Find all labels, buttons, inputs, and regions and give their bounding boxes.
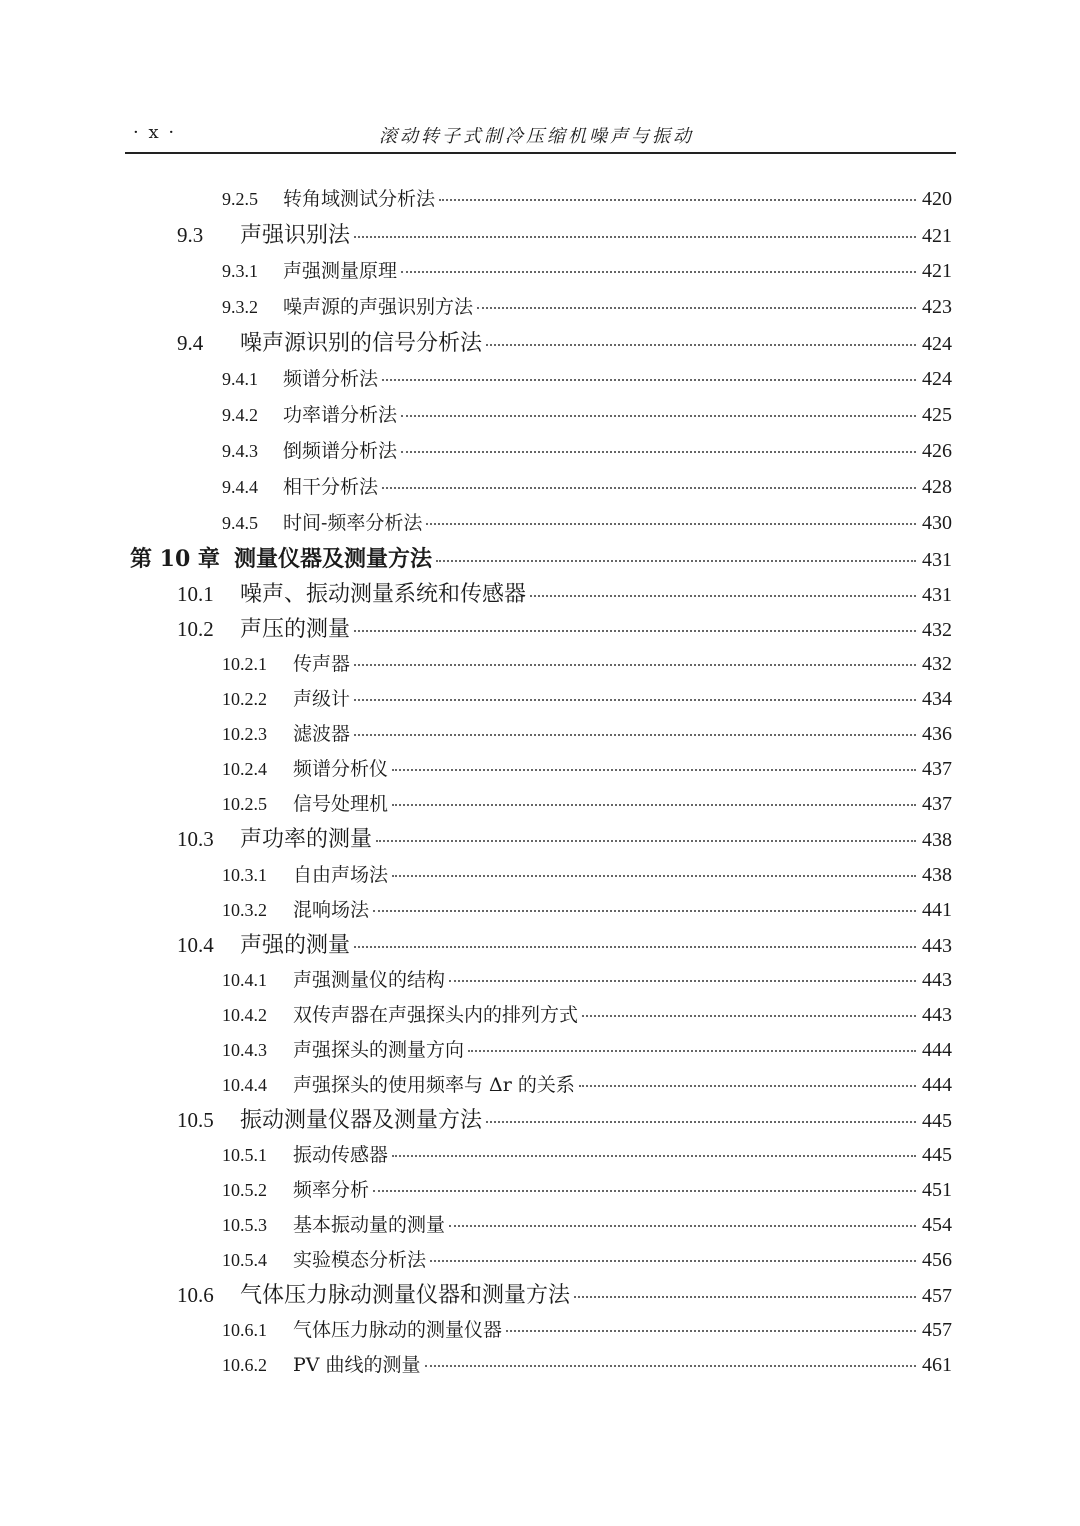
toc-title: 频谱分析仪 (293, 758, 389, 780)
toc-title: 传声器 (293, 653, 351, 675)
toc-page: 443 (922, 935, 952, 957)
dot-leader (382, 487, 916, 489)
toc-title: 声强探头的测量方向 (293, 1039, 465, 1061)
toc-page: 438 (922, 829, 952, 851)
toc-number: 10.4.2 (222, 1005, 267, 1025)
dot-leader (486, 1121, 916, 1123)
toc-entry (222, 1070, 952, 1097)
toc-number: 9.3 (177, 223, 204, 247)
dot-leader (530, 595, 916, 597)
toc-number: 9.4.4 (222, 477, 258, 497)
toc-number: 9.4.1 (222, 369, 258, 389)
toc-entry (177, 218, 952, 249)
dot-leader (582, 1015, 916, 1017)
toc-number: 9.3.1 (222, 261, 258, 281)
dot-leader (373, 1190, 916, 1192)
toc-number: 10.2.4 (222, 759, 267, 779)
dot-leader (392, 804, 916, 806)
toc-title: 频谱分析法 (283, 368, 379, 390)
toc-page: 444 (922, 1074, 952, 1096)
dot-leader (425, 1365, 916, 1367)
toc-number: 10.3.2 (222, 900, 267, 920)
toc-title: 声功率的测量 (240, 827, 373, 852)
toc-entry (222, 436, 952, 463)
toc-entry (177, 822, 952, 853)
book-title: 滚动转子式制冷压缩机噪声与振动 (379, 126, 694, 147)
toc-number: 9.4.3 (222, 441, 258, 461)
toc-title: 自由声场法 (293, 864, 389, 886)
dot-leader (477, 307, 916, 309)
dot-leader (506, 1330, 916, 1332)
toc-number: 10.5.3 (222, 1215, 267, 1235)
toc-title: 气体压力脉动的测量仪器 (293, 1319, 503, 1341)
toc-title: 声压的测量 (240, 617, 351, 642)
toc-number: 9.3.2 (222, 297, 258, 317)
toc-entry (222, 719, 952, 746)
toc-page: 438 (922, 864, 952, 886)
toc-number: 10.3.1 (222, 865, 267, 885)
toc-entry (222, 965, 952, 992)
dot-leader (426, 523, 916, 525)
toc-entry (222, 184, 952, 211)
toc-number: 10.5.4 (222, 1250, 267, 1270)
toc-title: 声强的测量 (240, 933, 351, 958)
toc-title: 噪声源识别的信号分析法 (240, 331, 483, 356)
toc-page: 432 (922, 619, 952, 641)
toc-number: 9.4 (177, 331, 204, 355)
toc-title: 振动传感器 (293, 1144, 389, 1166)
toc-page: 436 (922, 723, 952, 745)
toc-entry (222, 649, 952, 676)
dot-leader (574, 1296, 916, 1298)
toc-page: 424 (922, 368, 952, 390)
toc-number: 10.6 (177, 1283, 214, 1307)
toc-number: 9.2.5 (222, 189, 258, 209)
toc-number: 10.4.4 (222, 1075, 267, 1095)
toc-page: 434 (922, 688, 952, 710)
toc-number: 10.2.2 (222, 689, 267, 709)
dot-leader (354, 699, 916, 701)
dot-leader (354, 630, 916, 632)
toc-entry (222, 1350, 952, 1377)
toc-entry (222, 895, 952, 922)
toc-page: 445 (922, 1110, 952, 1132)
toc-number: 10.2.1 (222, 654, 267, 674)
toc-page: 437 (922, 758, 952, 780)
toc-entry (222, 256, 952, 283)
toc-entry (222, 1175, 952, 1202)
dot-leader (430, 1260, 916, 1262)
toc-page: 451 (922, 1179, 952, 1201)
toc-title: 声强测量仪的结构 (293, 969, 446, 991)
toc-page: 430 (922, 512, 952, 534)
dot-leader (486, 344, 916, 346)
toc-page: 426 (922, 440, 952, 462)
toc-entry (222, 1140, 952, 1167)
toc-title: 功率谱分析法 (283, 404, 398, 426)
toc-entry (222, 1035, 952, 1062)
toc-title: 实验模态分析法 (293, 1249, 427, 1271)
toc-number: 10.6.1 (222, 1320, 267, 1340)
toc-page: 443 (922, 1004, 952, 1026)
toc-title: 滤波器 (293, 723, 351, 745)
toc-page: 431 (922, 584, 952, 606)
toc-title: PV 曲线的测量 (293, 1354, 421, 1376)
toc-entry (222, 472, 952, 499)
toc-entry (177, 1103, 952, 1134)
toc-page: 421 (922, 260, 952, 282)
dot-leader (392, 1155, 916, 1157)
dot-leader (436, 560, 916, 562)
toc-title: 声强测量原理 (283, 260, 398, 282)
toc-entry (222, 400, 952, 427)
toc-page: 420 (922, 188, 952, 210)
toc-page: 431 (922, 549, 952, 571)
toc-title: 双传声器在声强探头内的排列方式 (293, 1004, 579, 1026)
dot-leader (401, 271, 916, 273)
toc-number: 10.5.2 (222, 1180, 267, 1200)
toc-entry (177, 928, 952, 959)
dot-leader (579, 1085, 916, 1087)
toc-number: 10.4.3 (222, 1040, 267, 1060)
toc-page: 443 (922, 969, 952, 991)
toc-number: 10.1 (177, 582, 214, 606)
toc-page: 457 (922, 1319, 952, 1341)
toc-number: 10.2.5 (222, 794, 267, 814)
toc-entry (222, 754, 952, 781)
toc-title: 频率分析 (293, 1179, 370, 1201)
toc-title: 转角域测试分析法 (283, 188, 436, 210)
toc-entry (177, 612, 952, 643)
dot-leader (354, 664, 916, 666)
toc-entry (222, 1210, 952, 1237)
toc-title: 噪声、振动测量系统和传感器 (240, 582, 527, 607)
toc-number: 9.4.2 (222, 405, 258, 425)
toc-number: 10.4.1 (222, 970, 267, 990)
dot-leader (382, 379, 916, 381)
toc-number: 10.6.2 (222, 1355, 267, 1375)
toc-page: 437 (922, 793, 952, 815)
toc-title: 振动测量仪器及测量方法 (240, 1108, 483, 1133)
toc-title: 倒频谱分析法 (283, 440, 398, 462)
toc-entry (177, 577, 952, 608)
dot-leader (439, 199, 916, 201)
toc-page: 444 (922, 1039, 952, 1061)
dot-leader (354, 734, 916, 736)
toc-title: 声强探头的使用频率与 Δr 的关系 (293, 1074, 575, 1096)
toc-entry (177, 326, 952, 357)
dot-leader (373, 910, 916, 912)
dot-leader (354, 946, 916, 948)
toc-entry (222, 1000, 952, 1027)
toc-title: 噪声源的声强识别方法 (283, 296, 474, 318)
toc-entry (222, 292, 952, 319)
toc-page: 425 (922, 404, 952, 426)
toc-title: 混响场法 (293, 899, 370, 921)
toc-page: 424 (922, 333, 952, 355)
toc-title: 相干分析法 (283, 476, 379, 498)
toc-entry (222, 684, 952, 711)
toc-page: 421 (922, 225, 952, 247)
dot-leader (449, 1225, 916, 1227)
toc-number: 10.4 (177, 933, 214, 957)
chapter-title: 测量仪器及测量方法 (234, 546, 433, 572)
toc-page: 457 (922, 1285, 952, 1307)
dot-leader (392, 769, 916, 771)
dot-leader (376, 840, 916, 842)
chapter-number: 第 10 章 (130, 546, 220, 572)
toc-page: 456 (922, 1249, 952, 1271)
toc-title: 气体压力脉动测量仪器和测量方法 (240, 1283, 571, 1308)
toc-number: 10.2.3 (222, 724, 267, 744)
toc-page: 445 (922, 1144, 952, 1166)
toc-title: 时间-频率分析法 (283, 512, 423, 534)
toc-entry (222, 1245, 952, 1272)
dot-leader (468, 1050, 916, 1052)
toc-page: 423 (922, 296, 952, 318)
toc-entry (222, 860, 952, 887)
toc-number: 10.3 (177, 827, 214, 851)
toc-title: 信号处理机 (293, 793, 389, 815)
toc-entry (222, 364, 952, 391)
toc-title: 声级计 (293, 688, 351, 710)
toc-number: 10.5.1 (222, 1145, 267, 1165)
toc-page: 454 (922, 1214, 952, 1236)
toc-entry (222, 508, 952, 535)
page-number: · x · (133, 122, 177, 143)
toc-entry (222, 789, 952, 816)
toc-entry (177, 1278, 952, 1309)
toc-title: 基本振动量的测量 (293, 1214, 446, 1236)
toc-number: 10.2 (177, 617, 214, 641)
toc-page: 461 (922, 1354, 952, 1376)
toc-chapter-entry (130, 542, 952, 573)
dot-leader (449, 980, 916, 982)
toc-title: 声强识别法 (240, 223, 351, 248)
toc-entry (222, 1315, 952, 1342)
toc-page: 428 (922, 476, 952, 498)
dot-leader (392, 875, 916, 877)
toc-number: 10.5 (177, 1108, 214, 1132)
dot-leader (401, 415, 916, 417)
dot-leader (354, 236, 916, 238)
toc-page: 441 (922, 899, 952, 921)
toc-page: 432 (922, 653, 952, 675)
dot-leader (401, 451, 916, 453)
toc-number: 9.4.5 (222, 513, 258, 533)
